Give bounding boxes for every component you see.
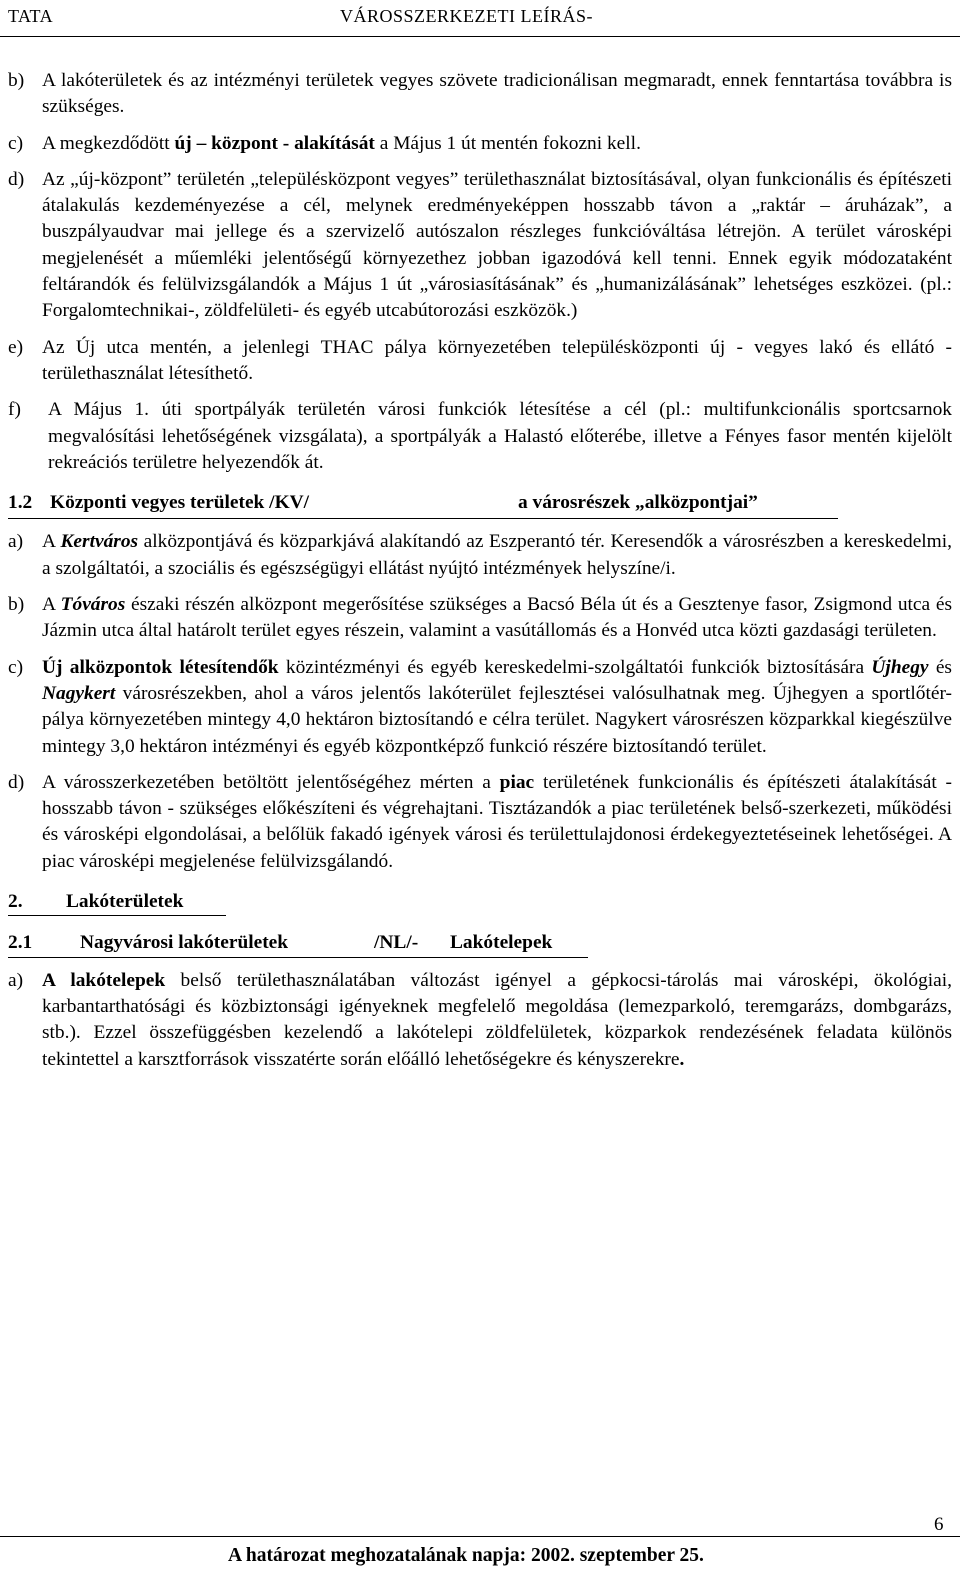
item-label: b) <box>8 70 25 91</box>
document-body <box>8 68 952 1083</box>
bold-phrase: piac <box>499 771 535 793</box>
bold-phrase: Új alközpontok létesítendők <box>42 656 279 678</box>
emphasis: Újhegy <box>871 656 929 678</box>
item-label: d) <box>8 771 25 793</box>
paragraph-text: belső területhasználatában változást igényel a gépkocsi-tárolás mai városképi, ökológiai, karbantarthatósági és közbiztonsági igényeknek megfelelő megoldása (lemezparkoló, teremgarázs, dombgarázs, stb.). Ezzel összefüggésben kezelendő a lakótelepi zöldfelületek, közparkok rendezésének feladata különös tekintettel a karsztforrások visszatérte során előálló lehetőségekre és kényszerekre <box>42 969 953 1070</box>
paragraph-text: közintézményi és egyéb kereskedelmi-szolgáltatói funkciók biztosítására <box>278 656 872 678</box>
paragraph-b2 <box>8 592 952 645</box>
paragraph-text: területének funkcionális és építészeti átalakítását - hosszabb távon - szükséges előkészíteni és végrehajtani. Tisztázandók a piac területének belső-szerkezeti, működési és városképi elgondolásai, a belőlük fakadó igények városi és területtulajdonosi érdekegyeztetéseinek lehetőségei. A piac városképi megjelenése felülvizsgálandó. <box>42 771 952 872</box>
paragraph-a2 <box>8 529 952 582</box>
paragraph-text: Az „új-központ” területén „településközpont vegyes” területhasználat biztosításával, olyan funkcionális és építészeti átalakulás kezdeményezése a cél, melynek eredményeképpen hosszabb távon a „raktár – áruházak”, a buszpályaudvar mai jellege és a szervizelő autószalon részleges funkcióváltása létrejön. A terület városképi megjelenését a műemléki jelentőségű környezethez jobban igazodóvá kell tenni. Ennek egyik módozataként feltárandók és felülvizsgálandók a Május 1 út „városiasításának” és „humanizálásának” lehetséges eszközei. (pl.: Forgalomtechnikai-, zöldfelületi- és egyéb utcabútorozási eszközök.) <box>42 168 952 322</box>
section-subtitle: a városrészek „alközpontjai” <box>518 492 758 514</box>
footer-text: A határozat meghozatalának napja: 2002. szeptember 25. <box>228 1545 704 1566</box>
bold-period: . <box>679 1048 685 1070</box>
item-label: c) <box>8 132 24 154</box>
page-number: 6 <box>934 1514 944 1535</box>
paragraph-d2 <box>8 770 952 875</box>
paragraph-text: északi részén alközpont megerősítése szükséges a Bacsó Béla út és a Gesztenye fasor, Zsigmond utca és Jázmin utca által határolt terület egyes részein, valamint a vasútállomás és a Honvéd utca közti gazdasági területen. <box>42 594 953 642</box>
paragraph-c2 <box>8 655 952 760</box>
emphasis: Nagykert <box>42 682 116 704</box>
item-label: a) <box>8 969 24 991</box>
paragraph-d1 <box>8 167 952 325</box>
section-title: Központi vegyes területek /KV/ <box>50 492 310 514</box>
section-heading-1-2 <box>8 490 838 519</box>
bold-phrase: új – központ - alakítását <box>174 132 375 154</box>
page-header <box>0 0 960 37</box>
paragraph-text: városrészekben, ahol a város jelentős lakóterület fejlesztései valósulhatnak meg. Újhegyen a sportlőtér-pálya környezetében mintegy 4,0 hektáron biztosítandó e célra terület. Nagykert városrészen közparkkal kiegészülve mintegy 3,0 hektáron intézményi és egyéb központképző funkció részére biztosítandó terület. <box>42 682 952 757</box>
section-title: Lakóterületek <box>66 891 184 913</box>
section-number: 1.2 <box>8 492 33 514</box>
paragraph-text: alközpontjává és közparkjává alakítandó az Eszperantó tér. Keresendők a városrészben a kereskedelmi, a szolgáltatói, a szociális és egészségügyi ellátást nyújtó intézmények helyszíne/i. <box>42 531 953 579</box>
section-code: /NL/- <box>374 932 419 954</box>
paragraph-text: A lakóterületek és az intézményi területek vegyes szövete tradicionálisan megmaradt, ennek fenntartása továbbra is szükséges. <box>42 70 952 118</box>
bold-phrase: A lakótelepek <box>42 969 166 991</box>
item-label: b) <box>8 594 25 616</box>
section-number: 2.1 <box>8 932 33 954</box>
paragraph-text: a Május 1 út mentén fokozni kell. <box>374 132 641 154</box>
paragraph-text: A megkezdődött <box>42 132 175 154</box>
paragraph-e1 <box>8 335 952 388</box>
paragraph-b1 <box>8 68 952 121</box>
item-label: d) <box>8 168 25 190</box>
paragraph-text: és <box>928 656 952 678</box>
section-number: 2. <box>8 891 23 913</box>
emphasis: Kertváros <box>60 531 139 553</box>
paragraph-text: Az Új utca mentén, a jelenlegi THAC pálya környezetében településközponti új - vegyes lakó és ellátó - területhasználat létesíthető. <box>42 336 952 384</box>
paragraph-text: A <box>42 594 61 616</box>
paragraph-text: A Május 1. úti sportpályák területén városi funkciók létesítése a cél (pl.: multifunkcionális sportcsarnok megvalósítási lehetőségének vizsgálata), a sportpályák a Halastó előterébe, illetve a Fényes fasor mentén kijelölt rekreációs területre helyezendők át. <box>48 399 952 473</box>
emphasis: Tóváros <box>60 594 126 616</box>
item-label: c) <box>8 656 24 678</box>
paragraph-c1 <box>8 131 952 157</box>
item-label: a) <box>8 531 24 553</box>
header-title: VÁROSSZERKEZETI LEÍRÁS- <box>340 6 593 26</box>
item-label: f) <box>8 399 21 421</box>
paragraph-text: A <box>42 531 61 553</box>
paragraph-f1 <box>8 397 952 476</box>
header-left: TATA <box>8 6 54 26</box>
paragraph-a3 <box>8 968 952 1073</box>
section-heading-2-1 <box>8 930 588 957</box>
page-footer <box>0 1536 960 1584</box>
section-heading-2 <box>8 889 226 916</box>
item-label: e) <box>8 336 24 358</box>
section-title: Nagyvárosi lakóterületek <box>80 932 289 954</box>
section-subtitle: Lakótelepek <box>450 932 553 954</box>
paragraph-text: A városszerkezetében betöltött jelentőségéhez mérten a <box>42 771 500 793</box>
